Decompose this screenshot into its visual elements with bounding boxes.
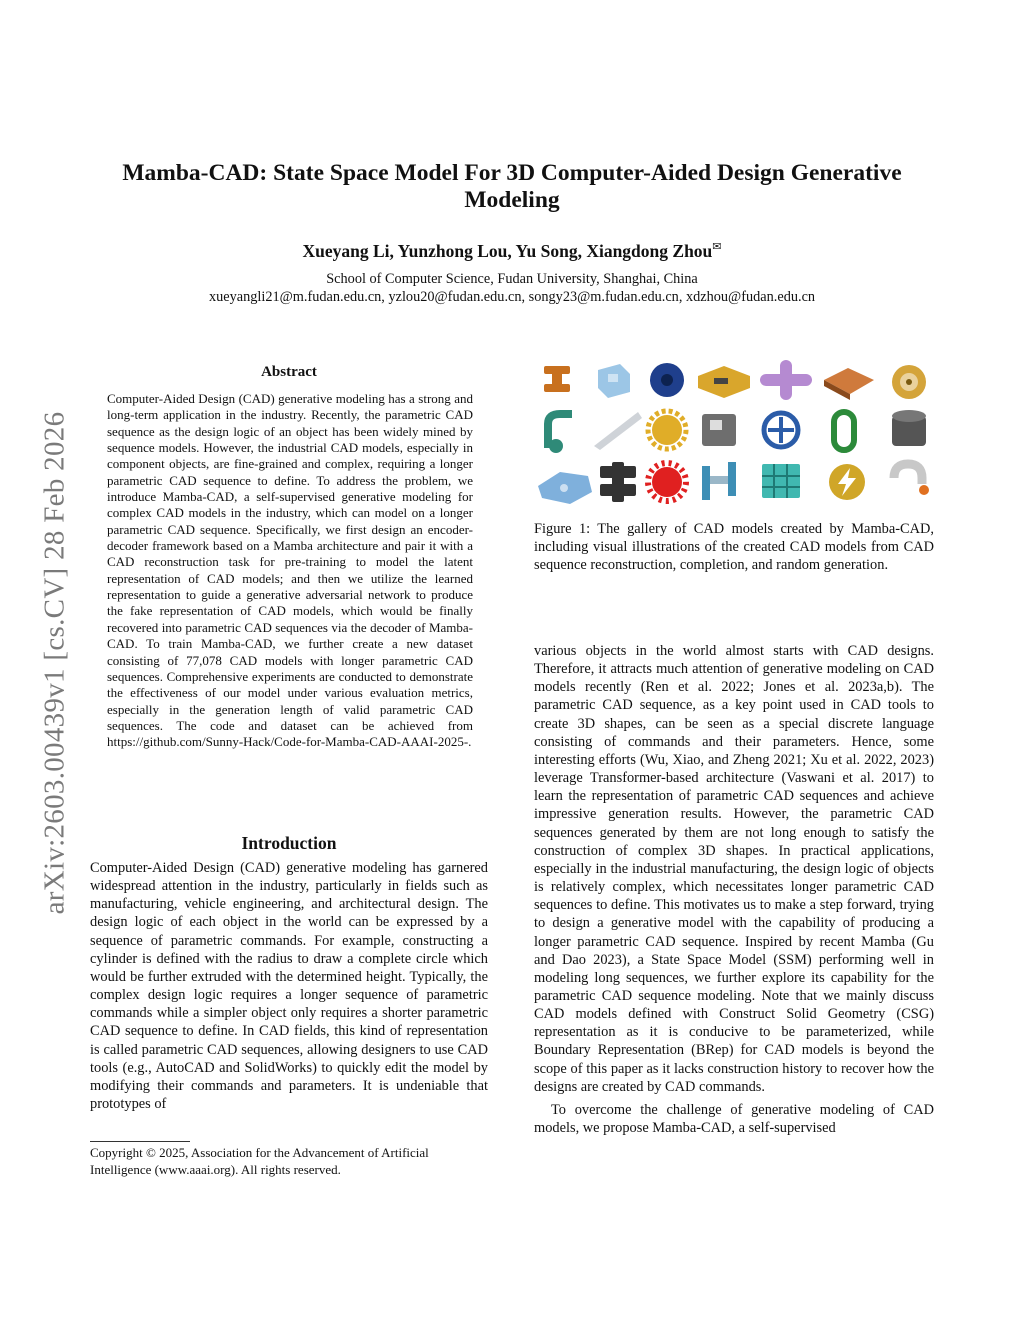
cad-model-spoked-wheel-icon: [764, 413, 798, 447]
cad-model-pulley-icon: [892, 365, 926, 399]
author-list: [100, 240, 924, 262]
abstract-text: Computer-Aided Design (CAD) generative modeling has a strong and long-term application in the industry. Recently, the parametric CAD sequence as the design logic of an object has been widely mined by sequence models. However, the industrial CAD models, especially in component objects, are fine-grained and complex, requiring a longer parametric CAD sequence to define. To address the problem, we introduce Mamba-CAD, a self-supervised generative modeling for complex CAD models in the industry, which can model on a longer parametric CAD sequence. Specifically, we first design an encoder-decoder framework based on a Mamba architecture and pair it with a CAD reconstruction task for pre-training to model the latent representation of CAD models; and then we utilize the learned representation to guide a generative adversarial network to produce the fake representation of CAD models, which would be finally recovered into parametric CAD sequences via the decoder of Mamba-CAD. To train Mamba-CAD, we further create a new dataset consisting of 77,078 CAD models with longer parametric CAD sequences. Comprehensive experiments are conducted to demonstrate the effectiveness of our model under various evaluation metrics, especially in the generation length of valid parametric CAD sequences. The code and dataset can be achieved from https://github.com/Sunny-Hack/Code-for-Mamba-CAD-AAAI-2025-.: [107, 391, 473, 750]
right-paragraph-1: various objects in the world almost starts with CAD designs. Therefore, it attracts much attention of generative modeling on CAD models recently (Ren et al. 2022; Jones et al. 2023a,b). The parametric CAD sequence, as a key point used in CAD tools to create 3D shapes, can be seen as a special discrete language consisting of commands and their parameters. Hence, some interesting efforts (Wu, Xiao, and Zheng 2021; Xu et al. 2022, 2023) leverage Transformer-based architecture (Vaswani et al. 2017) to learn the representation of parametric CAD sequences and achieve impressive generation results. However, the parametric CAD sequences generated by them are not long enough to satisfy the construction of complex 3D shapes. In practical applications, especially in the industrial manufacturing, the design logic of objects is relatively complex, which necessitates longer parametric CAD sequences to define. This motivates us to make a step forward, trying to design a generative model with the capability of producing a longer parametric CAD sequence. Inspired by recent Mamba (Gu and Dao 2023), a State Space Model (SSM) performing well in modeling long sequences, we further explore its capability for the parametric CAD sequence modeling. Note that we mainly discuss CAD models defined with Construct Solid Geometry (CSG) representation as it is conducive to be parameterized, while Boundary Representation (BRep) for CAD models is beyond the scope of this paper as it lacks construction history to recover how the designs are created by CAD commands.: [534, 643, 934, 1095]
right-paragraph-2: To overcome the challenge of generative modeling of CAD models, we propose Mamba-CAD, a self-supervised: [534, 1101, 934, 1137]
cad-model-channel-frame-icon: [702, 462, 736, 500]
copyright-notice: Copyright © 2025, Association for the Advancement of Artificial Intelligence (www.aaai.org). All rights reserved.: [90, 1145, 429, 1177]
author-names: Xueyang Li, Yunzhong Lou, Yu Song, Xiangdong Zhou: [302, 240, 713, 261]
affiliation-block: [100, 270, 924, 306]
cad-model-slotted-plate-icon: [698, 366, 750, 398]
cad-gallery-figure: [534, 358, 936, 510]
cad-model-block-icon: [598, 364, 630, 398]
author-emails: xueyangli21@m.fudan.edu.cn, yzlou20@fudan.edu.cn, songy23@m.fudan.edu.cn, xdzhou@fudan.edu.cn: [208, 289, 816, 305]
arxiv-id: arXiv:2603.00439v1 [cs.CV] 28 Feb 2026: [38, 411, 71, 914]
cad-model-chain-link-icon: [834, 412, 854, 450]
cad-model-grid-box-icon: [762, 464, 800, 498]
cad-model-wheel-icon: [650, 363, 684, 397]
corresponding-author-mark: ✉: [712, 241, 722, 253]
cad-model-cross-pipe-icon: [760, 360, 812, 400]
cad-model-saw-blade-icon: [648, 463, 686, 501]
introduction-text: Computer-Aided Design (CAD) generative modeling has garnered widespread attention in the industry, particularly in fields such as manufacturing, vehicle engineering, and architectural design. The design logic of each object in the world can be expressed by a sequence of parametric commands. For example, constructing a cylinder is defined with the radius to draw a complete circle which would be further extruded with the determined height. Typically, the complex design logic requires a longer sequence of parametric commands while a simpler object only requires a shorter parametric CAD sequence to define. In CAD fields, this kind of representation is called parametric CAD sequences, allowing designers to use CAD tools (e.g., AutoCAD and SolidWorks) to quickly edit the model by modifying their commands and parameters. It is undeniable that prototypes of: [90, 860, 488, 1113]
paper-title: Mamba-CAD: State Space Model For 3D Computer-Aided Design Generative Modeling: [122, 160, 902, 213]
cad-model-flange-plate-icon: [538, 472, 592, 504]
right-column-text: [534, 642, 934, 1137]
cad-model-blade-icon: [594, 412, 642, 450]
abstract-heading: Abstract: [261, 364, 317, 380]
cad-model-hook-icon: [548, 414, 572, 453]
cad-model-cube-icon: [702, 414, 736, 446]
cad-model-gear-icon: [648, 411, 686, 449]
cad-model-square-plate-icon: [824, 368, 874, 400]
introduction-heading: Introduction: [241, 833, 337, 853]
footnote-rule: [90, 1141, 190, 1142]
cad-model-cylinder-icon: [892, 410, 926, 446]
cad-model-bracket-icon: [544, 366, 570, 392]
affiliation: School of Computer Science, Fudan University, Shanghai, China: [326, 271, 698, 287]
cad-model-lightning-badge-icon: [829, 464, 865, 500]
cad-model-cross-block-icon: [600, 462, 636, 502]
figure-caption: Figure 1: The gallery of CAD models created by Mamba-CAD, including visual illustrations of the created CAD models from CAD sequence reconstruction, completion, and random generation.: [534, 521, 934, 574]
cad-model-clamp-icon: [894, 464, 929, 495]
arxiv-sidebar: [40, 370, 70, 955]
